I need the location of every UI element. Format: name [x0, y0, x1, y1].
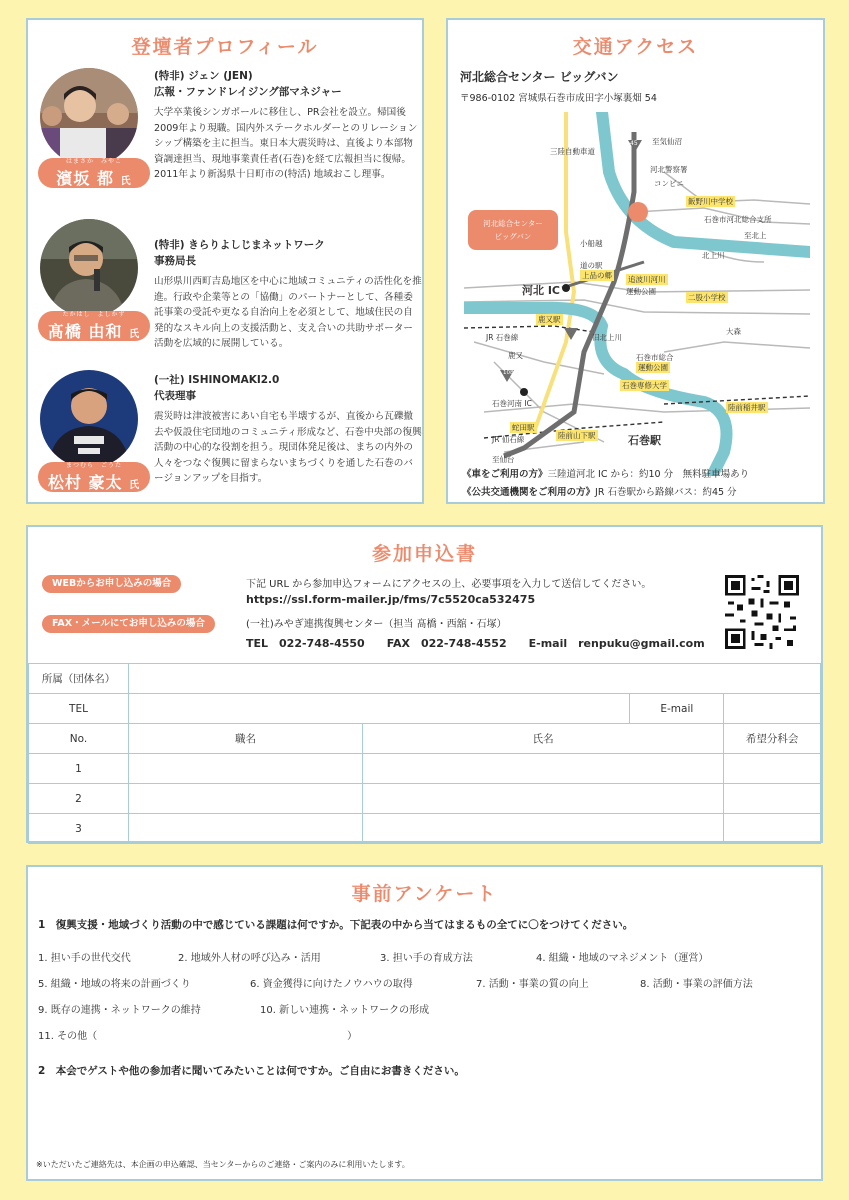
map-label: 石巻河南 IC: [492, 399, 532, 408]
speaker-card: [36, 370, 420, 500]
speaker-bio: 山形県川西町吉島地区を中心に地域コミュニティの活性化を推進。行政や企業等との「協働」のパートナーとして、各種委託事業の受託や更なる自治向上を必須として、地域住民の自発的なスキル向上の支援活動と、支え合いの共助サポーター活動を広域的に展開している。: [154, 276, 422, 350]
speaker-name-badge: [38, 462, 150, 492]
speaker-name-badge: [38, 158, 150, 188]
col-session-header: 希望分科会: [724, 724, 821, 754]
map-label: 108: [503, 370, 514, 376]
map-label: 至仙台: [492, 455, 515, 464]
speaker-name-ruby: たかはし よしかず: [62, 311, 126, 318]
qr-code-icon[interactable]: [725, 575, 799, 649]
privacy-footnote: ※いただいたご連絡先は、本企画の申込確認、当センターからのご連絡・ご案内のみに利用いたします。: [36, 1160, 410, 1169]
speaker-name-ruby: まつむら ごうた: [65, 462, 122, 469]
map-label: JR 仙石線: [492, 435, 525, 444]
by-public-text: JR 石巻駅から路線バス：約45 分: [595, 487, 737, 498]
speaker-name-badge: [38, 311, 150, 341]
row-number: 1: [29, 754, 129, 784]
survey-option[interactable]: 9. 既存の連携・ネットワークの維持: [38, 1005, 201, 1016]
map-label: 石巻市総合: [636, 353, 674, 362]
access-by-car: [462, 466, 749, 480]
map-label: 上品の郷: [582, 271, 612, 280]
session-field[interactable]: [724, 814, 821, 844]
map-label: 鹿又: [508, 351, 523, 360]
name-field[interactable]: [363, 754, 724, 784]
survey-option[interactable]: 5. 組織・地域の将来の計画づくり: [38, 979, 191, 990]
title-field[interactable]: [129, 814, 363, 844]
survey-option[interactable]: 6. 資金獲得に向けたノウハウの取得: [250, 979, 413, 990]
survey-question-2: 2 本会でゲストや他の参加者に聞いてみたいことは何ですか。ご自由にお書きください。: [38, 1065, 465, 1077]
web-apply-url[interactable]: https://ssl.form-mailer.jp/fms/7c5520ca532475: [246, 593, 536, 606]
map-label: 鹿又駅: [538, 315, 561, 324]
apply-title: 参加申込書: [371, 543, 477, 565]
map-label: 石巻専修大学: [622, 381, 667, 390]
map-label: 陸前稲井駅: [728, 403, 766, 412]
venue-address: 〒986-0102 宮城県石巻市成田字小塚裏畑 54: [460, 93, 657, 104]
access-title: 交通アクセス: [572, 36, 699, 58]
email-label: E-mail: [630, 694, 724, 724]
col-name-header: 氏名: [363, 724, 724, 754]
map-label: 陸前山下駅: [558, 431, 596, 440]
speaker-role: 代表理事: [154, 390, 196, 402]
map-label: JR 石巻線: [486, 333, 519, 342]
map-label: 二股小学校: [688, 293, 726, 302]
map-label: 蛇田駅: [512, 423, 535, 432]
speaker-bio: 震災時は津波被害にあい自宅も半壊するが、直後から瓦礫撤去や仮設住宅団地のコミュニティ形成など、石巻中央部の復興活動の中心的な役割を担う。現団体発足後は、まちの内外の人々をつなぐ復興に留まらないまちづくりを通した石巻のバージョンアップを目指す。: [154, 411, 422, 485]
by-public-label: 《公共交通機関をご利用の方》: [462, 487, 596, 498]
survey-option[interactable]: 4. 組織・地域のマネジメント（運営）: [536, 953, 709, 964]
map-label: 小船越: [580, 239, 603, 248]
survey-option[interactable]: 3. 担い手の育成方法: [380, 953, 473, 964]
map-label: 追波川河川: [628, 275, 666, 284]
speaker-org: (特非) きらりよしじまネットワーク: [154, 239, 325, 251]
survey-option[interactable]: 8. 活動・事業の評価方法: [640, 979, 753, 990]
speaker-honorific: 氏: [129, 480, 141, 491]
application-form-table: [28, 663, 821, 844]
speaker-org: (一社) ISHINOMAKI2.0: [154, 374, 280, 386]
access-by-public: [462, 484, 737, 498]
map-label: 飯野川中学校: [688, 197, 733, 206]
by-car-text: 三陸道河北 IC から：約10 分 無料駐車場あり: [547, 469, 750, 480]
profile-title: 登壇者プロフィール: [131, 36, 319, 58]
session-field[interactable]: [724, 754, 821, 784]
affiliation-field[interactable]: [129, 664, 821, 694]
speaker-bio: 大学卒業後シンガポールに移住し、PR会社を設立。帰国後2009年より現職。国内外ステークホルダーとのリレーションシップ構築を主に担当。東日本大震災時は、直後より本部物資調達担当、現地事業責任者(石巻)を経て広報担当に復帰。2011年より新潟県十日町市の(特活) 地域おこし理事。: [154, 107, 418, 181]
speaker-profile-panel: [26, 18, 424, 504]
web-apply-text: 下記 URL から参加申込フォームにアクセスの上、必要事項を入力して送信してください。: [246, 579, 652, 590]
speaker-role: 広報・ファンドレイジング部マネジャー: [154, 86, 342, 98]
survey-question-1: 1 復興支援・地域づくり活動の中で感じている課題は何ですか。下記表の中から当てはまるもの全てに〇をつけてください。: [38, 919, 634, 931]
speaker-card: [36, 68, 420, 218]
map-label: 大森: [726, 327, 741, 336]
row-number: 3: [29, 814, 129, 844]
speaker-org: (特非) ジェン (JEN): [154, 70, 253, 82]
speaker-text: [154, 237, 422, 352]
map-label: 45: [630, 140, 638, 147]
web-apply-pill: WEBからお申し込みの場合: [42, 575, 181, 593]
speaker-text: [154, 68, 422, 183]
map-label: 石巻市河北総合支所: [704, 215, 772, 224]
survey-option[interactable]: 10. 新しい連携・ネットワークの形成: [260, 1005, 430, 1016]
survey-panel: [26, 865, 823, 1181]
speaker-honorific: 氏: [120, 176, 132, 187]
map-label: 運動公園: [638, 363, 668, 372]
speaker-honorific: 氏: [129, 329, 141, 340]
speaker-photo: [40, 370, 138, 468]
tel-label: TEL: [29, 694, 129, 724]
survey-option[interactable]: 1. 担い手の世代交代: [38, 953, 131, 964]
survey-answer-area[interactable]: [38, 1083, 808, 1153]
speaker-photo: [40, 68, 138, 166]
map-label: 北上川: [702, 251, 725, 260]
access-map: [464, 112, 810, 476]
email-field[interactable]: [724, 694, 821, 724]
title-field[interactable]: [129, 784, 363, 814]
title-field[interactable]: [129, 754, 363, 784]
speaker-name-ruby: はまさか みやこ: [65, 158, 122, 165]
access-panel: [446, 18, 825, 504]
map-label: 至北上: [744, 231, 767, 240]
speaker-name: 髙橋 由和: [47, 322, 123, 341]
survey-option-other[interactable]: 11. その他（ ）: [38, 1031, 358, 1042]
speaker-card: [36, 217, 420, 367]
application-panel: [26, 525, 823, 843]
contact-info: TEL 022-748-4550 FAX 022-748-4552 E-mail renpuku@gmail.com: [246, 637, 705, 650]
map-label: 至気仙沼: [652, 137, 682, 146]
survey-title: 事前アンケート: [351, 883, 498, 905]
marker-label-line1: 河北総合センター: [483, 219, 543, 228]
speaker-name: 濱坂 都: [56, 169, 114, 188]
survey-option[interactable]: 7. 活動・事業の質の向上: [476, 979, 589, 990]
name-field[interactable]: [363, 814, 724, 844]
fax-apply-text: (一社)みやぎ連携復興センター（担当 髙橋・西舘・石塚）: [246, 619, 507, 630]
fax-apply-pill: FAX・メールにてお申し込みの場合: [42, 615, 215, 633]
venue-map-marker: [468, 210, 558, 250]
affiliation-label: 所属（団体名）: [29, 664, 129, 694]
venue-name: 河北総合センター ビッグバン: [460, 70, 619, 84]
map-label: 三陸自動車道: [550, 147, 595, 156]
col-title-header: 職名: [129, 724, 363, 754]
speaker-text: [154, 372, 422, 487]
map-label: 運動公園: [626, 287, 656, 296]
speaker-name: 松村 豪太: [47, 473, 123, 492]
map-label: 河北警察署: [650, 165, 688, 174]
speaker-photo: [40, 219, 138, 317]
map-label: 石巻駅: [628, 434, 661, 447]
row-number: 2: [29, 784, 129, 814]
by-car-label: 《車をご利用の方》: [462, 469, 548, 480]
map-label: 河北 IC: [522, 284, 560, 297]
marker-label-line2: ビッグバン: [494, 232, 532, 241]
map-label: 旧北上川: [592, 333, 622, 342]
map-label: 道の駅: [580, 261, 603, 270]
tel-field[interactable]: [129, 694, 630, 724]
speaker-role: 事務局長: [154, 255, 196, 267]
survey-option[interactable]: 2. 地域外人材の呼び込み・活用: [178, 953, 321, 964]
session-field[interactable]: [724, 784, 821, 814]
map-label: コンビニ: [654, 179, 684, 188]
name-field[interactable]: [363, 784, 724, 814]
col-no-header: No.: [29, 724, 129, 754]
